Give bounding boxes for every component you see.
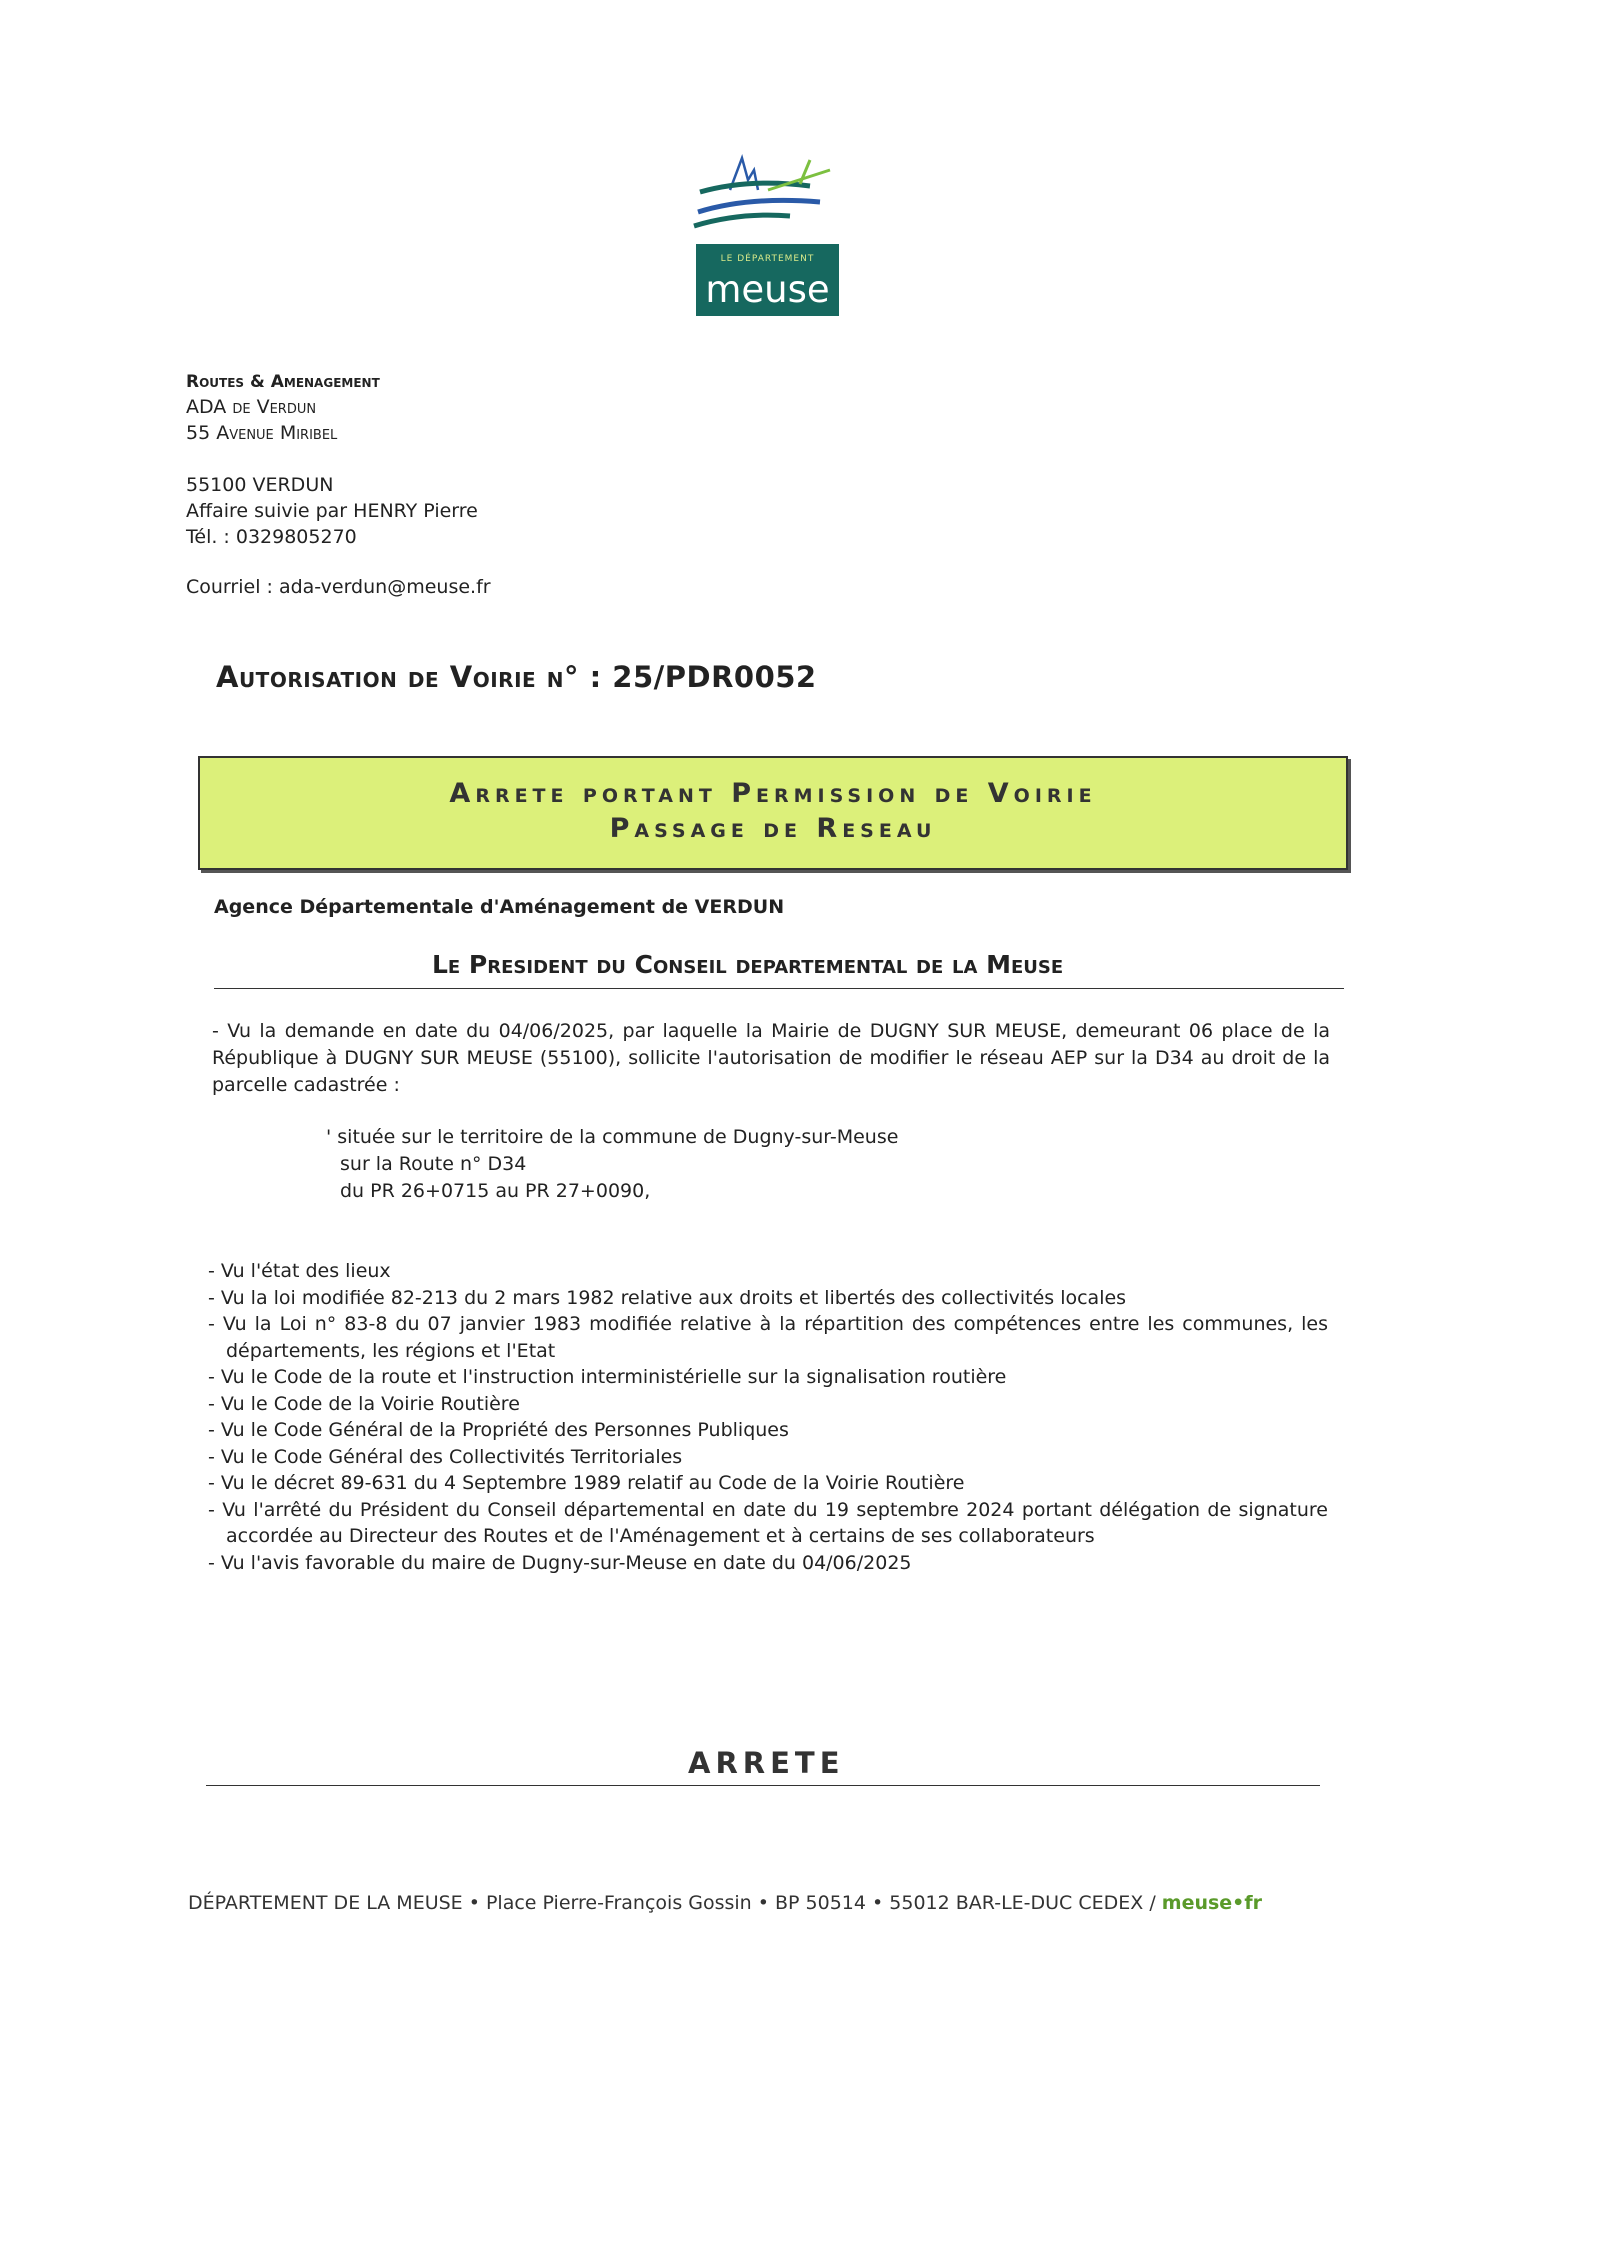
logo-top-text: LE DÉPARTEMENT: [720, 254, 815, 264]
page-footer: [188, 1892, 1262, 1914]
sender-city: 55100 VERDUN: [186, 474, 334, 496]
authorization-title: Autorisation de Voirie n° : 25/PDR0052: [216, 660, 817, 694]
department-logo: [690, 120, 840, 320]
sender-service: Routes & Amenagement: [186, 372, 380, 392]
list-item: - Vu le décret 89-631 du 4 Septembre 1989 relatif au Code de la Voirie Routière: [208, 1472, 965, 1494]
list-item: - Vu la Loi n° 83-8 du 07 janvier 1983 modifiée relative à la répartition des compétences entre les communes, les départements, les régions et l'Etat: [208, 1313, 1328, 1362]
decree-title-line2: Passage de Reseau: [609, 813, 937, 844]
list-item: - Vu l'état des lieux: [208, 1260, 391, 1282]
list-item: - Vu l'arrêté du Président du Conseil départemental en date du 19 septembre 2024 portant délégation de signature accordée au Directeur des Routes et de l'Aménagement et à certains de ses collaborateurs: [208, 1498, 1328, 1547]
decree-title-box: [198, 756, 1348, 870]
list-item: - Vu le Code Général de la Propriété des Personnes Publiques: [208, 1419, 789, 1441]
request-paragraph: - Vu la demande en date du 04/06/2025, par laquelle la Mairie de DUGNY SUR MEUSE, demeurant 06 place de la République à DUGNY SUR MEUSE (55100), sollicite l'autorisation de modifier le réseau AEP sur la D34 au droit de la parcelle cadastrée :: [212, 1020, 1330, 1096]
footer-website-link[interactable]: meuse•fr: [1161, 1892, 1262, 1914]
president-heading: Le President du Conseil departemental de la Meuse: [432, 950, 1064, 979]
logo-wordmark: [696, 244, 839, 316]
sender-address: 55 Avenue Miribel: [186, 422, 338, 444]
considerations-list: [208, 1258, 1328, 1576]
logo-name: meuse: [705, 268, 830, 311]
sender-agency: ADA de Verdun: [186, 396, 317, 418]
divider: [214, 988, 1344, 989]
list-item: - Vu le Code Général des Collectivités Territoriales: [208, 1445, 683, 1468]
footer-address: DÉPARTEMENT DE LA MEUSE • Place Pierre-François Gossin • BP 50514 • 55012 BAR-LE-DUC CEDEX /: [188, 1892, 1162, 1914]
list-item: - Vu l'avis favorable du maire de Dugny-sur-Meuse en date du 04/06/2025: [208, 1551, 912, 1574]
landscape-icon: [690, 120, 840, 244]
location-line2: sur la Route n° D34: [340, 1153, 527, 1175]
location-block: [326, 1124, 898, 1205]
location-line1: ' située sur le territoire de la commune de Dugny-sur-Meuse: [326, 1126, 899, 1148]
list-item: - Vu le Code de la route et l'instruction interministérielle sur la signalisation routière: [208, 1366, 1007, 1388]
sender-email: Courriel : ada-verdun@meuse.fr: [186, 576, 491, 598]
list-item: - Vu la loi modifiée 82-213 du 2 mars 1982 relative aux droits et libertés des collectivités locales: [208, 1286, 1127, 1309]
location-line3: du PR 26+0715 au PR 27+0090,: [340, 1180, 651, 1202]
list-item: - Vu le Code de la Voirie Routière: [208, 1392, 520, 1415]
divider: [206, 1785, 1320, 1786]
sender-followed-by: Affaire suivie par HENRY Pierre: [186, 500, 478, 522]
arrete-heading: ARRETE: [688, 1746, 845, 1780]
sender-phone: Tél. : 0329805270: [186, 526, 357, 548]
agency-line: Agence Départementale d'Aménagement de VERDUN: [214, 896, 785, 918]
decree-title-line1: Arrete portant Permission de Voirie: [449, 778, 1097, 809]
